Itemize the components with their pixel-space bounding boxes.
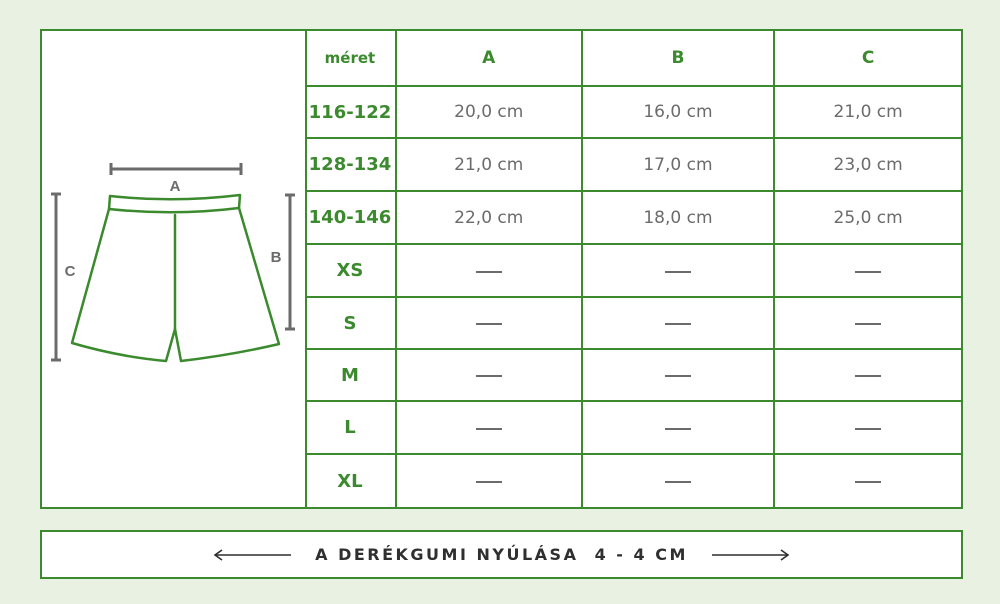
empty-a-cell bbox=[396, 401, 582, 454]
dash-icon bbox=[665, 428, 691, 430]
size-cell: S bbox=[305, 297, 396, 349]
value-a-cell: 20,0 cm bbox=[396, 86, 582, 138]
dash-icon bbox=[665, 271, 691, 273]
empty-b-cell bbox=[582, 454, 775, 507]
table-row bbox=[305, 138, 961, 191]
table-row bbox=[305, 297, 961, 349]
dash-icon bbox=[665, 375, 691, 377]
dash-icon bbox=[665, 323, 691, 325]
table-row bbox=[305, 191, 961, 244]
empty-b-cell bbox=[582, 401, 775, 454]
dash-icon bbox=[476, 481, 502, 483]
value-c-cell: 23,0 cm bbox=[774, 138, 961, 191]
table-row bbox=[305, 349, 961, 401]
empty-c-cell bbox=[774, 349, 961, 401]
header-a: A bbox=[396, 31, 582, 86]
empty-b-cell bbox=[582, 349, 775, 401]
value-c-cell: 21,0 cm bbox=[774, 86, 961, 138]
dash-icon bbox=[476, 323, 502, 325]
waistband-stretch-note bbox=[40, 530, 963, 579]
size-table bbox=[305, 31, 961, 507]
header-b: B bbox=[582, 31, 775, 86]
shorts-illustration bbox=[42, 31, 305, 507]
table-row bbox=[305, 244, 961, 297]
value-b-cell: 17,0 cm bbox=[582, 138, 775, 191]
size-cell: M bbox=[305, 349, 396, 401]
size-cell: 140-146 bbox=[305, 191, 396, 244]
empty-c-cell bbox=[774, 244, 961, 297]
label-b: B bbox=[270, 249, 282, 266]
empty-b-cell bbox=[582, 244, 775, 297]
value-a-cell: 22,0 cm bbox=[396, 191, 582, 244]
measure-c-icon bbox=[51, 194, 61, 360]
shorts-diagram bbox=[42, 31, 307, 507]
dash-icon bbox=[665, 481, 691, 483]
dash-icon bbox=[476, 375, 502, 377]
measure-a-icon bbox=[111, 163, 241, 175]
value-b-cell: 16,0 cm bbox=[582, 86, 775, 138]
table-row bbox=[305, 454, 961, 507]
table-row bbox=[305, 401, 961, 454]
empty-a-cell bbox=[396, 297, 582, 349]
size-cell: XL bbox=[305, 454, 396, 507]
empty-c-cell bbox=[774, 297, 961, 349]
label-c: C bbox=[64, 263, 76, 280]
size-cell: XS bbox=[305, 244, 396, 297]
header-size: méret bbox=[305, 31, 396, 86]
size-cell: 116-122 bbox=[305, 86, 396, 138]
label-a: A bbox=[169, 178, 181, 195]
empty-c-cell bbox=[774, 454, 961, 507]
empty-c-cell bbox=[774, 401, 961, 454]
empty-b-cell bbox=[582, 297, 775, 349]
header-c: C bbox=[774, 31, 961, 86]
shorts-outline-icon bbox=[72, 195, 279, 361]
stretch-note-text: A DERÉKGUMI NYÚLÁSA 4 - 4 CM bbox=[315, 545, 688, 564]
dash-icon bbox=[855, 271, 881, 273]
dash-icon bbox=[855, 428, 881, 430]
empty-a-cell bbox=[396, 454, 582, 507]
dash-icon bbox=[476, 271, 502, 273]
arrow-right-icon bbox=[710, 549, 790, 561]
table-header-row bbox=[305, 31, 961, 86]
value-c-cell: 25,0 cm bbox=[774, 191, 961, 244]
empty-a-cell bbox=[396, 349, 582, 401]
value-b-cell: 18,0 cm bbox=[582, 191, 775, 244]
dash-icon bbox=[855, 323, 881, 325]
arrow-left-icon bbox=[213, 549, 293, 561]
size-chart-card bbox=[40, 29, 963, 509]
size-cell: 128-134 bbox=[305, 138, 396, 191]
dash-icon bbox=[476, 428, 502, 430]
dash-icon bbox=[855, 481, 881, 483]
table-row bbox=[305, 86, 961, 138]
dash-icon bbox=[855, 375, 881, 377]
measure-b-icon bbox=[285, 195, 295, 329]
size-cell: L bbox=[305, 401, 396, 454]
empty-a-cell bbox=[396, 244, 582, 297]
value-a-cell: 21,0 cm bbox=[396, 138, 582, 191]
